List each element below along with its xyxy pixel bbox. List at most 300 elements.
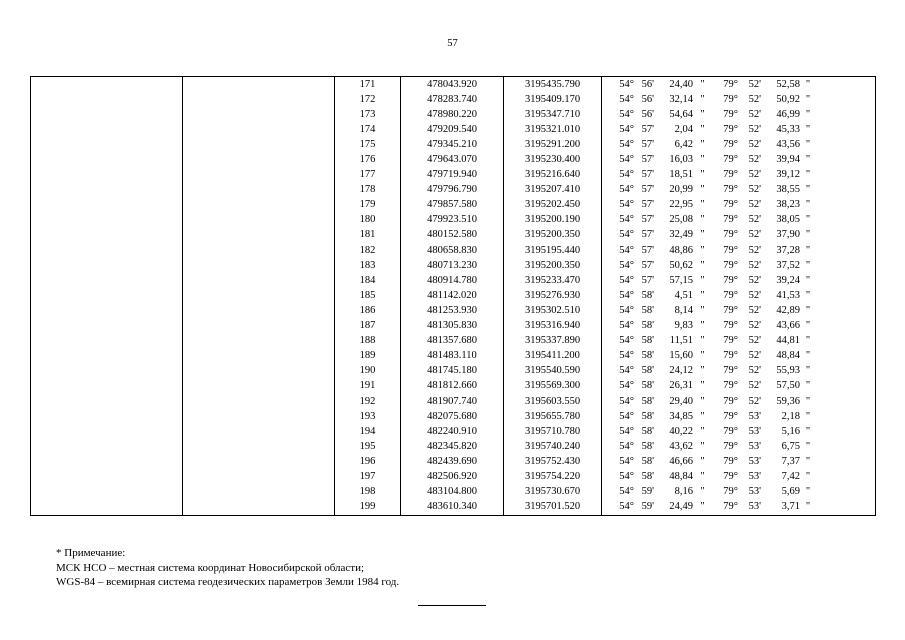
empty-cell (183, 288, 335, 303)
empty-cell (183, 349, 335, 364)
geo-values (602, 123, 875, 137)
longitude-degrees: 79° (723, 501, 738, 513)
geo-values (602, 138, 875, 152)
table-row (31, 454, 876, 469)
latitude-seconds: 18,51 (669, 169, 693, 181)
table-row (31, 122, 876, 137)
y-coordinate-cell: 3195276.930 (504, 288, 602, 303)
geographic-coordinates-cell (602, 469, 876, 484)
latitude-seconds: 22,95 (669, 199, 693, 211)
y-coordinate-cell: 3195321.010 (504, 122, 602, 137)
empty-cell (31, 485, 183, 500)
table-row (31, 349, 876, 364)
longitude-degrees: 79° (723, 440, 738, 452)
latitude-degrees: 54° (619, 108, 634, 120)
longitude-degrees: 79° (723, 365, 738, 377)
latitude-seconds-mark: " (700, 425, 705, 437)
table-row (31, 92, 876, 107)
longitude-minutes: 53' (748, 440, 761, 452)
y-coordinate-cell: 3195435.790 (504, 77, 602, 93)
latitude-seconds-mark: " (700, 455, 705, 467)
geographic-coordinates-cell (602, 77, 876, 93)
latitude-seconds-mark: " (700, 440, 705, 452)
point-number-cell: 195 (335, 439, 401, 454)
point-number-cell: 178 (335, 183, 401, 198)
latitude-minutes: 57' (641, 274, 654, 286)
empty-cell (183, 137, 335, 152)
empty-cell (31, 364, 183, 379)
table-row (31, 152, 876, 167)
point-number-cell: 186 (335, 303, 401, 318)
x-coordinate-cell: 479345.210 (401, 137, 504, 152)
latitude-seconds-mark: " (700, 184, 705, 196)
y-coordinate-cell: 3195207.410 (504, 183, 602, 198)
table-row (31, 137, 876, 152)
longitude-minutes: 52' (748, 380, 761, 392)
longitude-minutes: 52' (748, 184, 761, 196)
latitude-minutes: 57' (641, 138, 654, 150)
geo-values (602, 198, 875, 212)
page-number: 57 (447, 38, 458, 49)
longitude-degrees: 79° (723, 154, 738, 166)
point-number-cell: 191 (335, 379, 401, 394)
longitude-seconds-mark: " (805, 259, 811, 271)
y-coordinate-cell: 3195655.780 (504, 409, 602, 424)
geographic-coordinates-cell (602, 168, 876, 183)
latitude-seconds-mark: " (700, 289, 705, 301)
latitude-seconds: 20,99 (669, 184, 693, 196)
longitude-seconds-mark: " (805, 108, 811, 120)
geographic-coordinates-cell (602, 454, 876, 469)
latitude-minutes: 58' (641, 380, 654, 392)
latitude-degrees: 54° (619, 365, 634, 377)
longitude-seconds: 39,94 (776, 154, 800, 166)
empty-cell (31, 334, 183, 349)
latitude-minutes: 57' (641, 154, 654, 166)
latitude-minutes: 57' (641, 229, 654, 241)
longitude-seconds-mark: " (805, 365, 811, 377)
latitude-degrees: 54° (619, 138, 634, 150)
x-coordinate-cell: 479857.580 (401, 198, 504, 213)
latitude-seconds-mark: " (700, 259, 705, 271)
geographic-coordinates-cell (602, 198, 876, 213)
x-coordinate-cell: 478283.740 (401, 92, 504, 107)
latitude-minutes: 57' (641, 199, 654, 211)
y-coordinate-cell: 3195202.450 (504, 198, 602, 213)
latitude-seconds-mark: " (700, 486, 705, 498)
latitude-seconds: 54,64 (669, 108, 693, 120)
table-row (31, 228, 876, 243)
x-coordinate-cell: 482075.680 (401, 409, 504, 424)
geo-values (602, 440, 875, 454)
empty-cell (31, 500, 183, 516)
longitude-seconds: 5,69 (781, 486, 800, 498)
longitude-seconds-mark: " (805, 395, 811, 407)
point-number-cell: 187 (335, 319, 401, 334)
empty-cell (183, 243, 335, 258)
empty-cell (183, 303, 335, 318)
x-coordinate-cell: 479796.790 (401, 183, 504, 198)
latitude-seconds-mark: " (700, 199, 705, 211)
longitude-degrees: 79° (723, 335, 738, 347)
longitude-degrees: 79° (723, 304, 738, 316)
point-number-cell: 175 (335, 137, 401, 152)
y-coordinate-cell: 3195409.170 (504, 92, 602, 107)
latitude-seconds: 34,85 (669, 410, 693, 422)
point-number-cell: 171 (335, 77, 401, 93)
geo-values (602, 455, 875, 469)
longitude-seconds-mark: " (805, 335, 811, 347)
y-coordinate-cell: 3195302.510 (504, 303, 602, 318)
longitude-degrees: 79° (723, 274, 738, 286)
longitude-minutes: 52' (748, 78, 761, 90)
latitude-degrees: 54° (619, 470, 634, 482)
latitude-seconds: 40,22 (669, 425, 693, 437)
latitude-seconds-mark: " (700, 108, 705, 120)
empty-cell (183, 394, 335, 409)
geographic-coordinates-cell (602, 258, 876, 273)
latitude-minutes: 57' (641, 214, 654, 226)
longitude-minutes: 52' (748, 320, 761, 332)
y-coordinate-cell: 3195540.590 (504, 364, 602, 379)
latitude-degrees: 54° (619, 184, 634, 196)
longitude-seconds-mark: " (805, 199, 811, 211)
geographic-coordinates-cell (602, 243, 876, 258)
y-coordinate-cell: 3195291.200 (504, 137, 602, 152)
latitude-minutes: 59' (641, 486, 654, 498)
latitude-minutes: 57' (641, 184, 654, 196)
latitude-seconds-mark: " (700, 350, 705, 362)
longitude-seconds-mark: " (805, 440, 811, 452)
latitude-seconds-mark: " (700, 78, 705, 90)
latitude-degrees: 54° (619, 320, 634, 332)
geo-values (602, 213, 875, 227)
latitude-degrees: 54° (619, 78, 634, 90)
point-number-cell: 183 (335, 258, 401, 273)
y-coordinate-cell: 3195603.550 (504, 394, 602, 409)
empty-cell (183, 334, 335, 349)
geographic-coordinates-cell (602, 319, 876, 334)
longitude-degrees: 79° (723, 455, 738, 467)
latitude-minutes: 58' (641, 410, 654, 422)
latitude-seconds-mark: " (700, 365, 705, 377)
point-number-cell: 177 (335, 168, 401, 183)
latitude-seconds: 29,40 (669, 395, 693, 407)
longitude-degrees: 79° (723, 486, 738, 498)
longitude-minutes: 52' (748, 154, 761, 166)
longitude-degrees: 79° (723, 350, 738, 362)
latitude-degrees: 54° (619, 440, 634, 452)
empty-cell (183, 183, 335, 198)
latitude-seconds: 24,49 (669, 501, 693, 513)
longitude-minutes: 52' (748, 108, 761, 120)
empty-cell (183, 152, 335, 167)
geo-values (602, 289, 875, 303)
latitude-minutes: 58' (641, 470, 654, 482)
longitude-seconds-mark: " (805, 78, 811, 90)
empty-cell (183, 364, 335, 379)
empty-cell (183, 168, 335, 183)
longitude-seconds: 3,71 (781, 501, 800, 513)
longitude-degrees: 79° (723, 214, 738, 226)
longitude-minutes: 52' (748, 350, 761, 362)
y-coordinate-cell: 3195200.350 (504, 258, 602, 273)
empty-cell (31, 107, 183, 122)
longitude-degrees: 79° (723, 184, 738, 196)
point-number-cell: 194 (335, 424, 401, 439)
longitude-seconds: 43,56 (776, 138, 800, 150)
latitude-minutes: 58' (641, 365, 654, 377)
geographic-coordinates-cell (602, 485, 876, 500)
x-coordinate-cell: 479719.940 (401, 168, 504, 183)
longitude-degrees: 79° (723, 320, 738, 332)
longitude-minutes: 52' (748, 365, 761, 377)
empty-cell (31, 273, 183, 288)
longitude-degrees: 79° (723, 425, 738, 437)
longitude-degrees: 79° (723, 199, 738, 211)
geographic-coordinates-cell (602, 273, 876, 288)
longitude-seconds: 57,50 (776, 380, 800, 392)
longitude-seconds-mark: " (805, 169, 811, 181)
empty-cell (31, 394, 183, 409)
longitude-minutes: 52' (748, 199, 761, 211)
longitude-seconds: 48,84 (776, 350, 800, 362)
point-number-cell: 174 (335, 122, 401, 137)
geographic-coordinates-cell (602, 424, 876, 439)
table-row (31, 500, 876, 516)
latitude-seconds: 24,12 (669, 365, 693, 377)
longitude-seconds: 37,90 (776, 229, 800, 241)
latitude-degrees: 54° (619, 214, 634, 226)
empty-cell (183, 228, 335, 243)
empty-cell (183, 485, 335, 500)
longitude-seconds: 44,81 (776, 335, 800, 347)
longitude-degrees: 79° (723, 108, 738, 120)
latitude-minutes: 58' (641, 304, 654, 316)
geo-values (602, 168, 875, 182)
point-number-cell: 180 (335, 213, 401, 228)
y-coordinate-cell: 3195316.940 (504, 319, 602, 334)
empty-cell (31, 409, 183, 424)
empty-cell (31, 258, 183, 273)
x-coordinate-cell: 482506.920 (401, 469, 504, 484)
geo-values (602, 108, 875, 122)
x-coordinate-cell: 480658.830 (401, 243, 504, 258)
latitude-seconds-mark: " (700, 154, 705, 166)
table-row (31, 243, 876, 258)
latitude-seconds-mark: " (700, 123, 705, 135)
table-row (31, 469, 876, 484)
point-number-cell: 199 (335, 500, 401, 516)
empty-cell (183, 439, 335, 454)
longitude-degrees: 79° (723, 244, 738, 256)
latitude-degrees: 54° (619, 425, 634, 437)
geographic-coordinates-cell (602, 107, 876, 122)
latitude-seconds-mark: " (700, 320, 705, 332)
y-coordinate-cell: 3195710.780 (504, 424, 602, 439)
longitude-seconds-mark: " (805, 455, 811, 467)
empty-cell (31, 92, 183, 107)
empty-cell (31, 319, 183, 334)
table-row (31, 168, 876, 183)
table-row (31, 198, 876, 213)
point-number-cell: 182 (335, 243, 401, 258)
geographic-coordinates-cell (602, 334, 876, 349)
longitude-minutes: 52' (748, 395, 761, 407)
latitude-degrees: 54° (619, 335, 634, 347)
point-number-cell: 172 (335, 92, 401, 107)
latitude-seconds-mark: " (700, 501, 705, 513)
longitude-minutes: 52' (748, 289, 761, 301)
latitude-seconds: 8,14 (674, 304, 693, 316)
longitude-seconds: 55,93 (776, 365, 800, 377)
x-coordinate-cell: 482345.820 (401, 439, 504, 454)
longitude-minutes: 52' (748, 304, 761, 316)
geographic-coordinates-cell (602, 379, 876, 394)
longitude-minutes: 53' (748, 501, 761, 513)
geographic-coordinates-cell (602, 213, 876, 228)
table-row (31, 77, 876, 93)
longitude-minutes: 52' (748, 229, 761, 241)
point-number-cell: 179 (335, 198, 401, 213)
geographic-coordinates-cell (602, 183, 876, 198)
longitude-seconds-mark: " (805, 214, 811, 226)
empty-cell (31, 439, 183, 454)
point-number-cell: 173 (335, 107, 401, 122)
table-row (31, 364, 876, 379)
latitude-seconds: 26,31 (669, 380, 693, 392)
longitude-seconds-mark: " (805, 123, 811, 135)
geo-values (602, 410, 875, 424)
latitude-minutes: 58' (641, 425, 654, 437)
longitude-seconds-mark: " (805, 138, 811, 150)
geo-values (602, 334, 875, 348)
y-coordinate-cell: 3195347.710 (504, 107, 602, 122)
geo-values (602, 395, 875, 409)
latitude-minutes: 56' (641, 108, 654, 120)
latitude-seconds: 50,62 (669, 259, 693, 271)
empty-cell (31, 303, 183, 318)
latitude-degrees: 54° (619, 199, 634, 211)
longitude-degrees: 79° (723, 93, 738, 105)
y-coordinate-cell: 3195216.640 (504, 168, 602, 183)
latitude-seconds: 48,84 (669, 470, 693, 482)
longitude-seconds-mark: " (805, 274, 811, 286)
longitude-minutes: 53' (748, 455, 761, 467)
longitude-seconds: 43,66 (776, 320, 800, 332)
geographic-coordinates-cell (602, 394, 876, 409)
latitude-seconds: 4,51 (674, 289, 693, 301)
table-row (31, 379, 876, 394)
point-number-cell: 184 (335, 273, 401, 288)
longitude-seconds: 46,99 (776, 108, 800, 120)
geo-values (602, 274, 875, 288)
geo-values (602, 259, 875, 273)
latitude-degrees: 54° (619, 486, 634, 498)
latitude-degrees: 54° (619, 395, 634, 407)
coordinates-table-body (31, 77, 876, 516)
point-number-cell: 198 (335, 485, 401, 500)
latitude-minutes: 57' (641, 244, 654, 256)
latitude-degrees: 54° (619, 501, 634, 513)
latitude-seconds-mark: " (700, 93, 705, 105)
table-row (31, 303, 876, 318)
latitude-seconds: 48,86 (669, 244, 693, 256)
empty-cell (31, 137, 183, 152)
longitude-degrees: 79° (723, 123, 738, 135)
geo-values (602, 228, 875, 242)
longitude-minutes: 53' (748, 410, 761, 422)
longitude-minutes: 52' (748, 244, 761, 256)
latitude-minutes: 56' (641, 93, 654, 105)
longitude-seconds: 6,75 (781, 440, 800, 452)
latitude-minutes: 58' (641, 455, 654, 467)
latitude-minutes: 57' (641, 169, 654, 181)
table-row (31, 288, 876, 303)
y-coordinate-cell: 3195754.220 (504, 469, 602, 484)
empty-cell (183, 107, 335, 122)
y-coordinate-cell: 3195740.240 (504, 439, 602, 454)
footnote-wgs: WGS-84 – всемирная система геодезических параметров Земли 1984 год. (56, 576, 400, 588)
geo-values (602, 183, 875, 197)
latitude-degrees: 54° (619, 154, 634, 166)
latitude-seconds-mark: " (700, 169, 705, 181)
longitude-seconds: 2,18 (781, 410, 800, 422)
longitude-minutes: 52' (748, 169, 761, 181)
latitude-seconds-mark: " (700, 244, 705, 256)
table-row (31, 213, 876, 228)
latitude-seconds: 25,08 (669, 214, 693, 226)
table-row (31, 485, 876, 500)
longitude-seconds-mark: " (805, 289, 811, 301)
longitude-seconds-mark: " (805, 501, 811, 513)
longitude-seconds-mark: " (805, 380, 811, 392)
empty-cell (183, 213, 335, 228)
latitude-degrees: 54° (619, 93, 634, 105)
latitude-seconds-mark: " (700, 274, 705, 286)
latitude-minutes: 58' (641, 350, 654, 362)
longitude-seconds: 5,16 (781, 425, 800, 437)
empty-cell (183, 92, 335, 107)
empty-cell (31, 168, 183, 183)
latitude-minutes: 59' (641, 501, 654, 513)
longitude-minutes: 52' (748, 93, 761, 105)
longitude-seconds: 37,28 (776, 244, 800, 256)
longitude-seconds: 38,23 (776, 199, 800, 211)
footnote (56, 546, 399, 590)
x-coordinate-cell: 483104.800 (401, 485, 504, 500)
longitude-seconds-mark: " (805, 486, 811, 498)
x-coordinate-cell: 480914.780 (401, 273, 504, 288)
geographic-coordinates-cell (602, 92, 876, 107)
x-coordinate-cell: 481483.110 (401, 349, 504, 364)
y-coordinate-cell: 3195730.670 (504, 485, 602, 500)
latitude-seconds-mark: " (700, 380, 705, 392)
geographic-coordinates-cell (602, 152, 876, 167)
geographic-coordinates-cell (602, 439, 876, 454)
geographic-coordinates-cell (602, 409, 876, 424)
empty-cell (31, 198, 183, 213)
latitude-degrees: 54° (619, 380, 634, 392)
latitude-degrees: 54° (619, 350, 634, 362)
longitude-minutes: 52' (748, 259, 761, 271)
x-coordinate-cell: 479923.510 (401, 213, 504, 228)
longitude-minutes: 52' (748, 335, 761, 347)
longitude-degrees: 79° (723, 470, 738, 482)
longitude-seconds: 41,53 (776, 289, 800, 301)
table-row (31, 424, 876, 439)
longitude-seconds-mark: " (805, 425, 811, 437)
